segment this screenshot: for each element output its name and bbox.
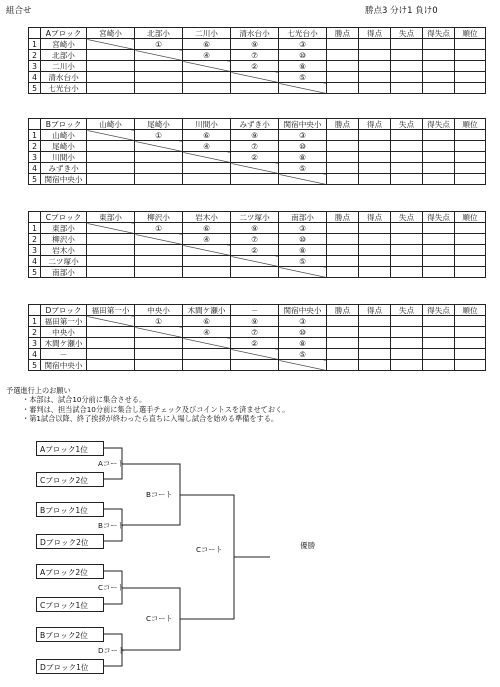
match-cell: ④ — [183, 234, 231, 245]
stat-header: 勝点 — [327, 305, 359, 316]
row-number: 5 — [29, 83, 41, 94]
stat-header: 勝点 — [327, 119, 359, 130]
bracket-slot: Aブロック1位 — [36, 441, 104, 456]
match-cell: ⑨ — [231, 39, 279, 50]
match-cell: ③ — [279, 316, 327, 327]
team-name: 木間ケ瀬小 — [41, 338, 87, 349]
note-item: ・第1試合以降、終了挨拶が終わったら直ちに入場し試合を始める準備をする。 — [22, 413, 279, 423]
match-cell: ⑥ — [183, 130, 231, 141]
match-cell: ① — [135, 223, 183, 234]
stat-header: 失点 — [391, 28, 423, 39]
match-cell: ⑦ — [231, 50, 279, 61]
bracket-slot: Bブロック2位 — [36, 627, 104, 642]
team-name: 宮崎小 — [41, 39, 87, 50]
team-column-header: 尾崎小 — [135, 119, 183, 130]
match-cell: ⑩ — [279, 327, 327, 338]
stat-header: 順位 — [455, 212, 486, 223]
team-column-header: 二川小 — [183, 28, 231, 39]
team-name: 南部小 — [41, 267, 87, 278]
row-number: 2 — [29, 234, 41, 245]
team-name: 福田第一小 — [41, 316, 87, 327]
match-cell: ⑥ — [183, 223, 231, 234]
match-cell: ⑦ — [231, 234, 279, 245]
team-name: 川間小 — [41, 152, 87, 163]
block-name: Bブロック — [41, 119, 87, 130]
match-cell: ⑧ — [279, 61, 327, 72]
team-column-header: 清水台小 — [231, 28, 279, 39]
stat-header: 得点 — [359, 28, 391, 39]
row-number: 2 — [29, 327, 41, 338]
bracket-slot: Cブロック1位 — [36, 597, 104, 612]
team-column-header: 北部小 — [135, 28, 183, 39]
match-cell: ⑨ — [231, 130, 279, 141]
stat-header: 得点 — [359, 119, 391, 130]
row-number: 4 — [29, 163, 41, 174]
match-cell: ④ — [183, 327, 231, 338]
team-column-header: 関宿中央小 — [279, 305, 327, 316]
stat-header: 順位 — [455, 305, 486, 316]
team-column-header: 福田第一小 — [87, 305, 135, 316]
match-cell: ② — [231, 245, 279, 256]
bracket-slot: Cブロック2位 — [36, 472, 104, 487]
match-cell: ③ — [279, 223, 327, 234]
match-cell: ① — [135, 316, 183, 327]
team-column-header: 南部小 — [279, 212, 327, 223]
row-number: 4 — [29, 349, 41, 360]
stat-header: 得点 — [359, 212, 391, 223]
team-name: － — [41, 349, 87, 360]
row-number: 3 — [29, 245, 41, 256]
team-column-header: 川間小 — [183, 119, 231, 130]
stat-header: 得失点 — [423, 28, 455, 39]
row-number: 1 — [29, 130, 41, 141]
match-cell: ⑤ — [279, 256, 327, 267]
stat-header: 得点 — [359, 305, 391, 316]
bracket-slot: Bブロック1位 — [36, 502, 104, 517]
row-number: 5 — [29, 267, 41, 278]
team-name: 北部小 — [41, 50, 87, 61]
team-column-header: 二ツ塚小 — [231, 212, 279, 223]
winner-label: 優勝 — [300, 541, 316, 550]
stat-header: 得失点 — [423, 212, 455, 223]
court-label: Bコート — [146, 490, 173, 499]
team-name: 岩木小 — [41, 245, 87, 256]
match-cell: ⑤ — [279, 163, 327, 174]
court-label: Bコート — [98, 521, 125, 530]
team-name: 尾崎小 — [41, 141, 87, 152]
bracket-slot: Dブロック1位 — [36, 659, 104, 674]
match-cell: ⑨ — [231, 316, 279, 327]
team-column-header: 柳沢小 — [135, 212, 183, 223]
team-name: 二ツ塚小 — [41, 256, 87, 267]
team-column-header: 宮崎小 — [87, 28, 135, 39]
row-number: 3 — [29, 61, 41, 72]
bracket-slot: Aブロック2位 — [36, 564, 104, 579]
match-cell: ⑤ — [279, 349, 327, 360]
match-cell: ① — [135, 39, 183, 50]
row-number: 2 — [29, 50, 41, 61]
row-number: 1 — [29, 316, 41, 327]
match-cell: ⑥ — [183, 316, 231, 327]
match-cell: ② — [231, 61, 279, 72]
match-cell: ① — [135, 130, 183, 141]
team-column-header: 七光台小 — [279, 28, 327, 39]
row-number: 3 — [29, 152, 41, 163]
team-name: 関宿中央小 — [41, 360, 87, 371]
block-name: Dブロック — [41, 305, 87, 316]
court-label: Dコート — [98, 646, 126, 655]
team-name: 関宿中央小 — [41, 174, 87, 185]
team-name: 山崎小 — [41, 130, 87, 141]
stat-header: 得失点 — [423, 305, 455, 316]
row-number: 3 — [29, 338, 41, 349]
notes-title: 予選進行上のお願い — [6, 386, 71, 395]
block-name: Aブロック — [41, 28, 87, 39]
match-cell: ⑧ — [279, 338, 327, 349]
court-label: Cコート — [196, 545, 223, 554]
note-item: ・審判は、担当試合10分前に集合し選手チェック及びコイントスを済ませておく。 — [22, 404, 290, 414]
stat-header: 失点 — [391, 305, 423, 316]
match-cell: ⑦ — [231, 327, 279, 338]
note-item: ・本部は、試合10分前に集合させる。 — [22, 395, 147, 405]
row-number: 5 — [29, 174, 41, 185]
team-name: みずき小 — [41, 163, 87, 174]
stat-header: 失点 — [391, 212, 423, 223]
row-number: 4 — [29, 256, 41, 267]
match-cell: ⑧ — [279, 245, 327, 256]
match-cell: ⑧ — [279, 152, 327, 163]
row-number: 4 — [29, 72, 41, 83]
court-label: Cコート — [146, 614, 173, 623]
team-column-header: 関宿中央小 — [279, 119, 327, 130]
match-cell: ② — [231, 152, 279, 163]
match-cell: ④ — [183, 141, 231, 152]
stat-header: 順位 — [455, 28, 486, 39]
match-cell: ③ — [279, 130, 327, 141]
match-cell: ② — [231, 338, 279, 349]
match-cell: ⑨ — [231, 223, 279, 234]
row-number: 1 — [29, 39, 41, 50]
row-number: 5 — [29, 360, 41, 371]
match-cell: ⑤ — [279, 72, 327, 83]
team-column-header: － — [231, 305, 279, 316]
points-rule: 勝点3 分け1 負け0 — [365, 6, 438, 16]
match-cell: ⑦ — [231, 141, 279, 152]
stat-header: 勝点 — [327, 28, 359, 39]
row-number: 1 — [29, 223, 41, 234]
stat-header: 勝点 — [327, 212, 359, 223]
match-cell: ⑩ — [279, 50, 327, 61]
team-name: 清水台小 — [41, 72, 87, 83]
team-column-header: 中央小 — [135, 305, 183, 316]
team-column-header: 木間ケ瀬小 — [183, 305, 231, 316]
team-column-header: 岩木小 — [183, 212, 231, 223]
team-column-header: 山崎小 — [87, 119, 135, 130]
match-cell: ③ — [279, 39, 327, 50]
team-column-header: みずき小 — [231, 119, 279, 130]
stat-header: 得失点 — [423, 119, 455, 130]
stat-header: 失点 — [391, 119, 423, 130]
team-name: 二川小 — [41, 61, 87, 72]
block-name: Cブロック — [41, 212, 87, 223]
team-name: 柳沢小 — [41, 234, 87, 245]
team-column-header: 東部小 — [87, 212, 135, 223]
team-name: 七光台小 — [41, 83, 87, 94]
team-name: 東部小 — [41, 223, 87, 234]
court-label: Cコート — [98, 583, 125, 592]
match-cell: ⑩ — [279, 141, 327, 152]
match-cell: ④ — [183, 50, 231, 61]
row-number: 2 — [29, 141, 41, 152]
team-name: 中央小 — [41, 327, 87, 338]
bracket-slot: Dブロック2位 — [36, 534, 104, 549]
match-cell: ⑥ — [183, 39, 231, 50]
match-cell: ⑩ — [279, 234, 327, 245]
stat-header: 順位 — [455, 119, 486, 130]
page-title: 組合せ — [6, 6, 32, 16]
court-label: Aコート — [98, 459, 125, 468]
